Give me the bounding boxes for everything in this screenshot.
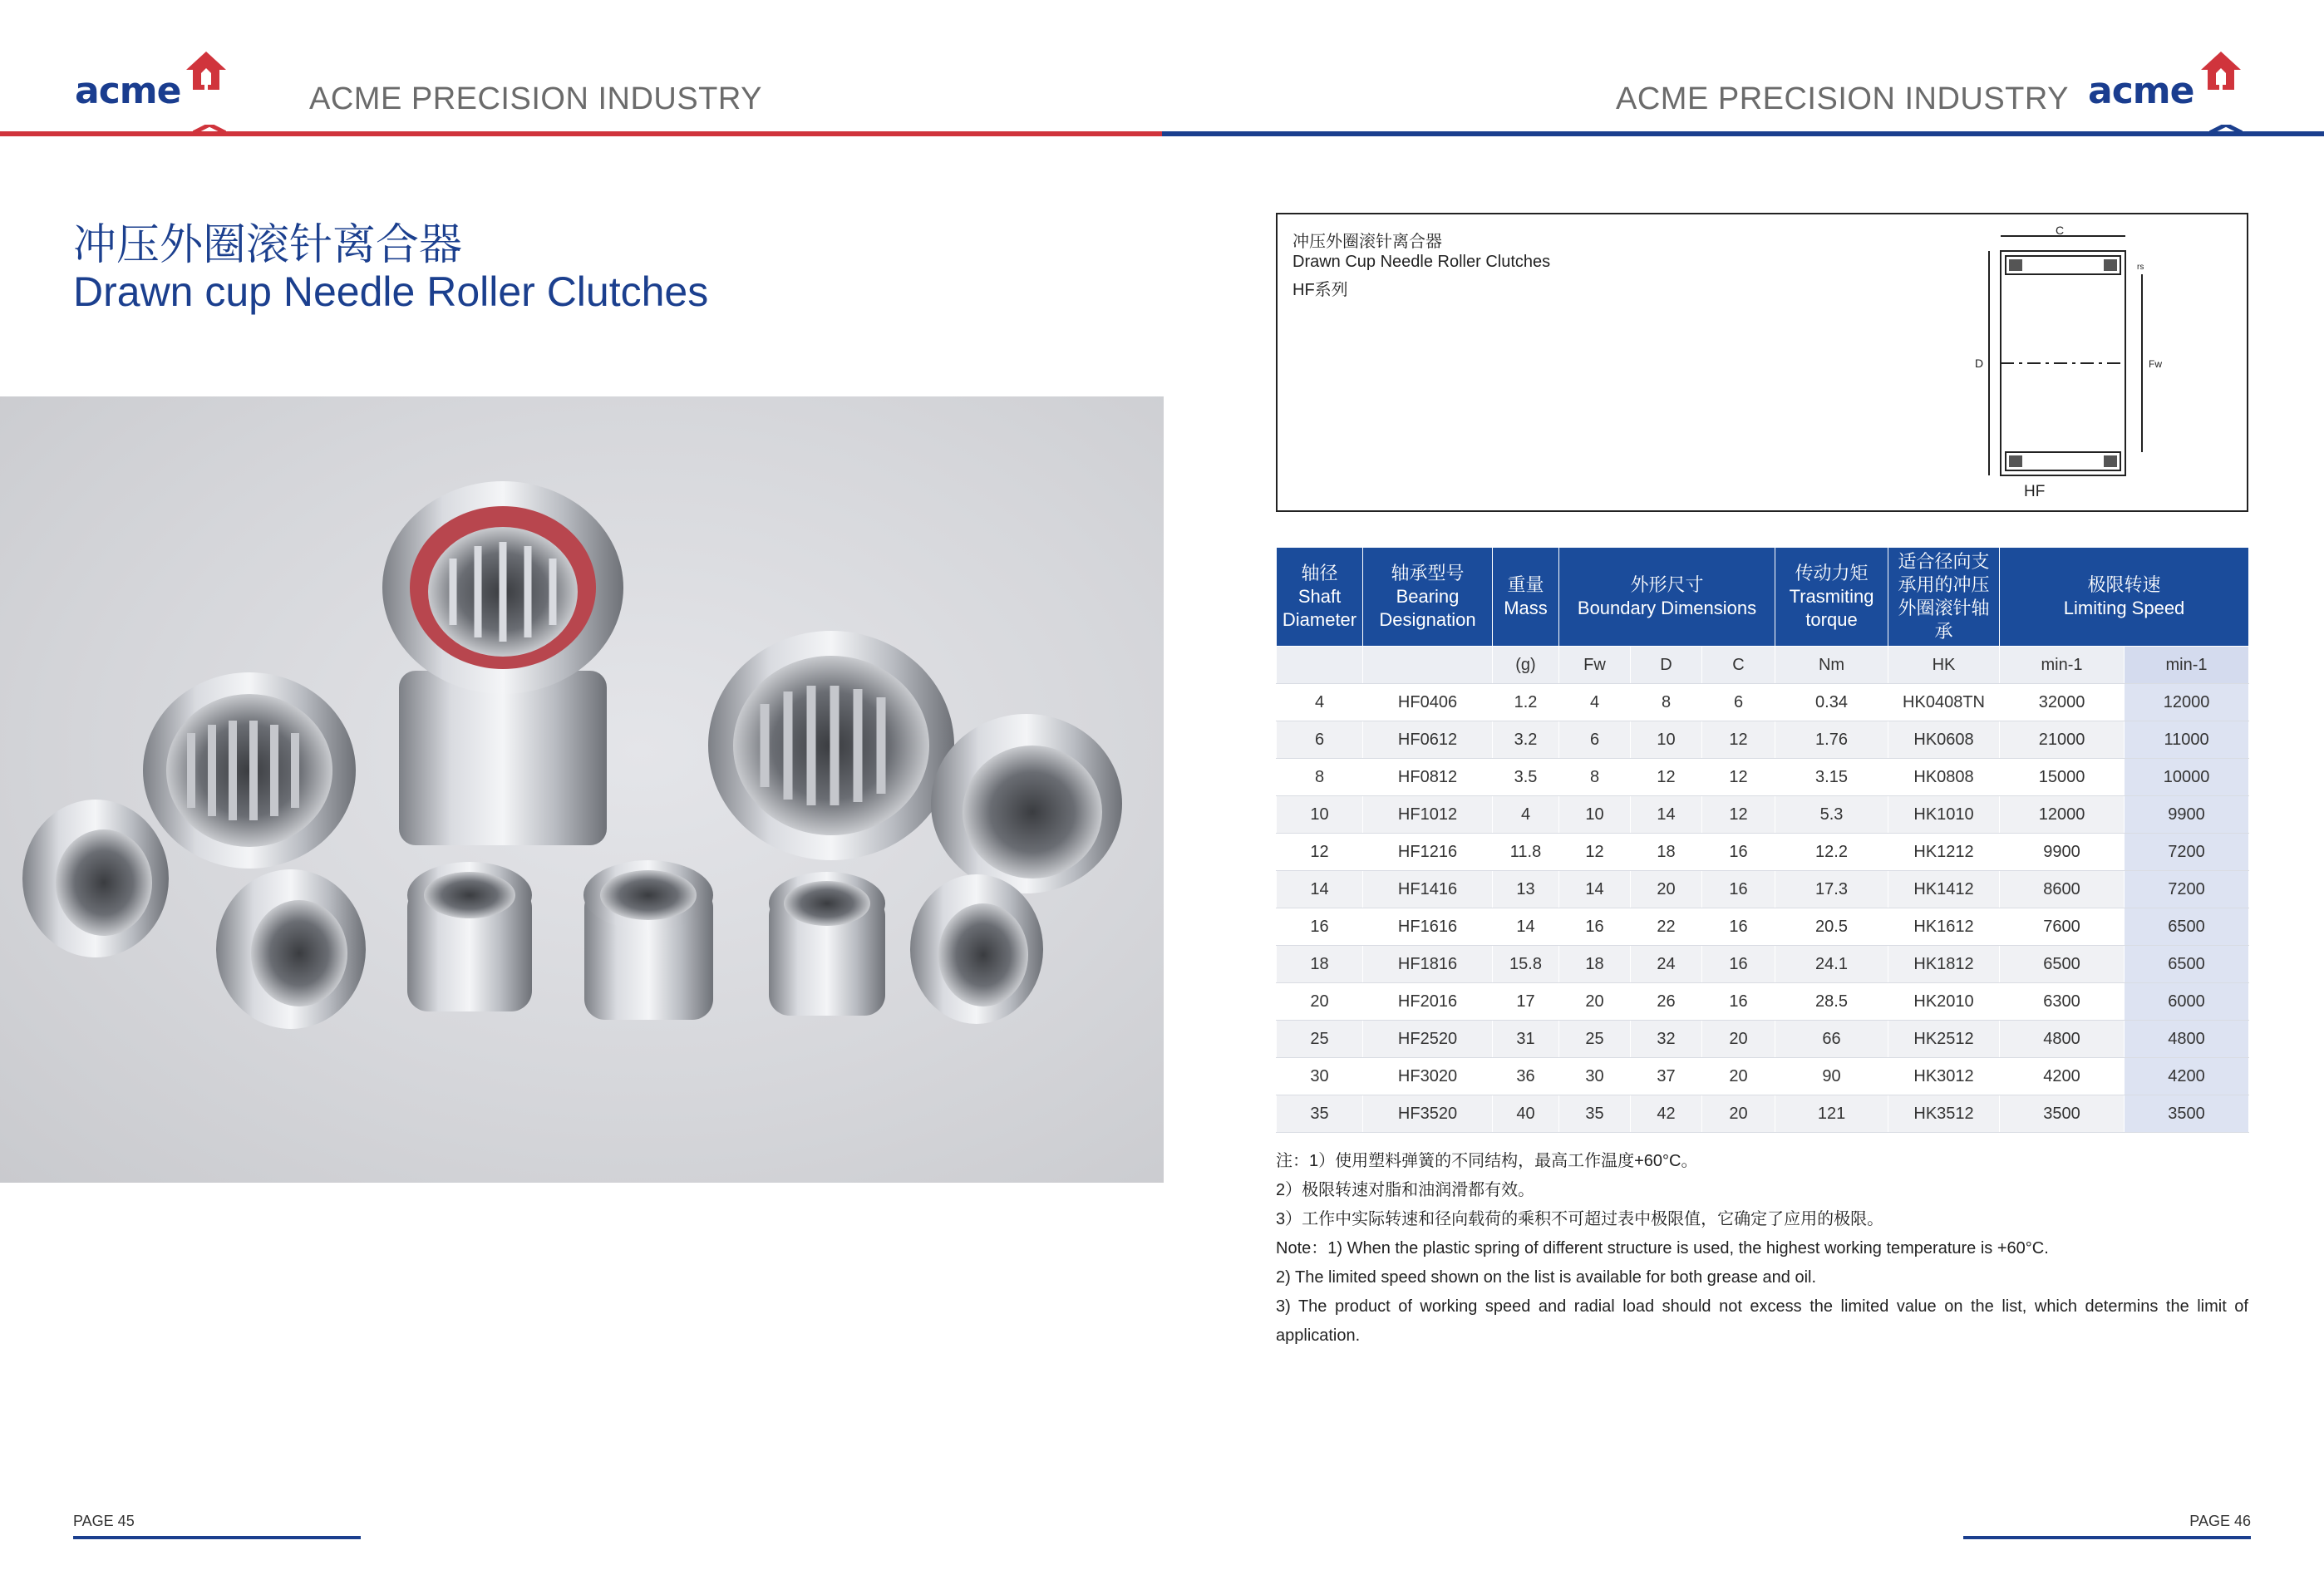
unit-cell: D [1631,647,1702,684]
header-shaft-diameter: 轴径 Shaft Diameter [1277,548,1363,647]
table-cell: 20 [1277,983,1363,1021]
header-divider-red [0,131,1162,136]
table-cell: HK1412 [1888,871,2000,908]
table-row [1277,721,2249,759]
unit-cell: Fw [1559,647,1631,684]
note-cn-1: 注：1）使用塑料弹簧的不同结构，最高工作温度+60°C。 [1276,1152,1698,1170]
table-cell: 6300 [2000,983,2125,1021]
table-cell: 12 [1559,834,1631,871]
table-cell: 28.5 [1775,983,1888,1021]
table-cell: 32 [1631,1021,1702,1058]
table-cell: 14 [1631,796,1702,834]
table-cell: HK2010 [1888,983,2000,1021]
header-boundary-dimensions: 外形尺寸 Boundary Dimensions [1559,548,1775,647]
header-divider-blue [1162,131,2324,136]
table-row [1277,983,2249,1021]
table-cell: HF2520 [1363,1021,1493,1058]
table-cell: 30 [1277,1058,1363,1095]
table-cell: 5.3 [1775,796,1888,834]
table-row [1277,684,2249,721]
table-cell: 6 [1559,721,1631,759]
table-cell: HK1612 [1888,908,2000,946]
table-cell: 35 [1277,1095,1363,1133]
table-cell: 20 [1631,871,1702,908]
table-row [1277,759,2249,796]
table-row [1277,1021,2249,1058]
table-cell: 20 [1702,1058,1775,1095]
table-cell: 24.1 [1775,946,1888,983]
table-cell: 6000 [2125,983,2249,1021]
unit-cell: HK [1888,647,2000,684]
table-row [1277,946,2249,983]
note-en-3: 3) The product of working speed and radial load should not excess the limited value on the list, which determins the limit of application. [1276,1297,2248,1345]
table-cell: 4 [1493,796,1559,834]
table-cell: 20 [1702,1095,1775,1133]
table-cell: 16 [1702,834,1775,871]
table-cell: 12000 [2000,796,2125,834]
table-cell: 31 [1493,1021,1559,1058]
product-photo [0,396,1164,1183]
table-cell: 8600 [2000,871,2125,908]
table-row [1277,908,2249,946]
note-cn-2: 2）极限转速对脂和油润滑都有效。 [1276,1181,1535,1199]
table-cell: 37 [1631,1058,1702,1095]
table-cell: HK0408TN [1888,684,2000,721]
table-row [1277,796,2249,834]
notes-section [1276,1147,2248,1351]
table-cell: 18 [1631,834,1702,871]
table-cell: 17.3 [1775,871,1888,908]
unit-cell: Nm [1775,647,1888,684]
table-cell: 20 [1559,983,1631,1021]
house-logo-icon [2198,48,2244,95]
unit-cell: C [1702,647,1775,684]
table-cell: 11.8 [1493,834,1559,871]
table-cell: 22 [1631,908,1702,946]
table-cell: 12 [1631,759,1702,796]
table-cell: 21000 [2000,721,2125,759]
table-cell: HF1416 [1363,871,1493,908]
table-cell: 14 [1493,908,1559,946]
table-cell: HF0612 [1363,721,1493,759]
table-cell: 7200 [2125,834,2249,871]
table-cell: 3.5 [1493,759,1559,796]
note-en-1: Note：1) When the plastic spring of different structure is used, the highest working temperature is +60°C. [1276,1239,2049,1257]
table-cell: 3.15 [1775,759,1888,796]
table-cell: HK3012 [1888,1058,2000,1095]
house-logo-icon [183,48,229,95]
table-cell: 32000 [2000,684,2125,721]
table-cell: 12 [1702,796,1775,834]
unit-cell: min-1 [2000,647,2125,684]
table-cell: HK3512 [1888,1095,2000,1133]
table-cell: 15.8 [1493,946,1559,983]
unit-cell: (g) [1493,647,1559,684]
table-cell: HF0812 [1363,759,1493,796]
table-cell: 13 [1493,871,1559,908]
table-cell: 6500 [2125,908,2249,946]
note-cn-3: 3）工作中实际转速和径向载荷的乘积不可超过表中极限值，它确定了应用的极限。 [1276,1210,1884,1228]
table-cell: HK0808 [1888,759,2000,796]
table-cell: 4 [1277,684,1363,721]
table-cell: 8 [1559,759,1631,796]
table-cell: 16 [1702,946,1775,983]
table-cell: 30 [1559,1058,1631,1095]
table-cell: 3.2 [1493,721,1559,759]
table-cell: 16 [1277,908,1363,946]
table-cell: 16 [1559,908,1631,946]
table-row [1277,834,2249,871]
table-row [1277,871,2249,908]
table-cell: 4800 [2000,1021,2125,1058]
table-cell: HF3020 [1363,1058,1493,1095]
footer-line-left [73,1536,361,1539]
footer-line-right [1963,1536,2251,1539]
dim-label-fw: Fw [2149,358,2162,370]
clutch-bearings-illustration [0,396,1164,1183]
table-cell: HK1812 [1888,946,2000,983]
page-number-left: PAGE 45 [73,1513,135,1529]
table-cell: 18 [1559,946,1631,983]
table-cell: 6500 [2125,946,2249,983]
header-limiting-speed: 极限转速 Limiting Speed [2000,548,2249,647]
table-cell: HF1816 [1363,946,1493,983]
logo-wordmark: acme [75,70,181,112]
table-cell: 3500 [2000,1095,2125,1133]
table-cell: 17 [1493,983,1559,1021]
unit-cell: min-1 [2125,647,2249,684]
table-cell: 4800 [2125,1021,2249,1058]
header-torque: 传动力矩 Trasmiting torque [1775,548,1888,647]
table-cell: 1.76 [1775,721,1888,759]
table-cell: 7600 [2000,908,2125,946]
table-cell: 11000 [2125,721,2249,759]
table-cell: 10 [1631,721,1702,759]
note-en-2: 2) The limited speed shown on the list is available for both grease and oil. [1276,1268,1817,1287]
company-name-right: ACME PRECISION INDUSTRY [1616,81,2069,116]
dim-label-d: D [1974,357,1984,370]
unit-cell [1277,647,1363,684]
table-cell: 20.5 [1775,908,1888,946]
divider-notch-icon [193,125,226,138]
table-row [1277,1095,2249,1133]
table-cell: 90 [1775,1058,1888,1095]
table-cell: 8 [1277,759,1363,796]
table-cell: HF1616 [1363,908,1493,946]
table-cell: HF2016 [1363,983,1493,1021]
table-cell: 8 [1631,684,1702,721]
table-cell: 16 [1702,908,1775,946]
table-cell: 3500 [2125,1095,2249,1133]
table-row [1277,1058,2249,1095]
table-cell: 0.34 [1775,684,1888,721]
diagram-title-cn: 冲压外圈滚针离合器 [1292,233,1442,251]
dim-label-c: C [2055,226,2065,237]
table-cell: 42 [1631,1095,1702,1133]
table-cell: 10000 [2125,759,2249,796]
table-cell: 12 [1702,721,1775,759]
diagram-caption: HF [2024,483,2046,500]
table-cell: 25 [1277,1021,1363,1058]
table-cell: 4 [1559,684,1631,721]
table-cell: 25 [1559,1021,1631,1058]
table-cell: 9900 [2000,834,2125,871]
page-number-right: PAGE 46 [2189,1513,2251,1529]
table-cell: 12 [1277,834,1363,871]
table-cell: 7200 [2125,871,2249,908]
table-cell: 15000 [2000,759,2125,796]
table-cell: 26 [1631,983,1702,1021]
diagram-title-en: Drawn Cup Needle Roller Clutches [1292,253,1551,271]
table-cell: 10 [1559,796,1631,834]
table-cell: 35 [1559,1095,1631,1133]
header-bearing-designation: 轴承型号 Bearing Designation [1363,548,1493,647]
table-cell: HK1212 [1888,834,2000,871]
table-cell: HF3520 [1363,1095,1493,1133]
table-units-row [1277,647,2249,684]
table-cell: HF0406 [1363,684,1493,721]
table-cell: HK2512 [1888,1021,2000,1058]
table-cell: 36 [1493,1058,1559,1095]
table-cell: 4200 [2125,1058,2249,1095]
table-cell: 4200 [2000,1058,2125,1095]
table-cell: 6 [1277,721,1363,759]
logo-wordmark-right: acme [2088,70,2194,112]
header-mass: 重量 Mass [1493,548,1559,647]
table-header-row [1277,548,2249,647]
bearing-cross-section-drawing [1967,226,2200,492]
table-cell: 1.2 [1493,684,1559,721]
table-cell: 24 [1631,946,1702,983]
table-cell: 10 [1277,796,1363,834]
table-cell: HK0608 [1888,721,2000,759]
table-cell: 18 [1277,946,1363,983]
table-cell: 121 [1775,1095,1888,1133]
unit-cell [1363,647,1493,684]
table-cell: 66 [1775,1021,1888,1058]
table-cell: 9900 [2125,796,2249,834]
table-cell: 12000 [2125,684,2249,721]
table-cell: 40 [1493,1095,1559,1133]
table-cell: HK1010 [1888,796,2000,834]
specification-table [1276,547,2249,1133]
table-cell: 16 [1702,983,1775,1021]
page-title-en: Drawn cup Needle Roller Clutches [73,268,709,315]
company-name-left: ACME PRECISION INDUSTRY [309,81,762,116]
diagram-box [1276,213,2248,512]
table-cell: 20 [1702,1021,1775,1058]
table-cell: HF1216 [1363,834,1493,871]
header-radial-bearing: 适合径向支承用的冲压外圈滚针轴承 [1888,548,2000,647]
diagram-series: HF系列 [1292,281,1348,299]
page-title-cn: 冲压外圈滚针离合器 [73,220,463,270]
divider-notch-icon [2209,125,2243,138]
table-body [1277,684,2249,1133]
table-cell: 14 [1277,871,1363,908]
table-cell: 6 [1702,684,1775,721]
table-cell: 12.2 [1775,834,1888,871]
table-cell: 14 [1559,871,1631,908]
table-cell: 16 [1702,871,1775,908]
table-cell: HF1012 [1363,796,1493,834]
table-cell: 6500 [2000,946,2125,983]
table-cell: 12 [1702,759,1775,796]
dim-label-rs: rs [2137,263,2144,272]
